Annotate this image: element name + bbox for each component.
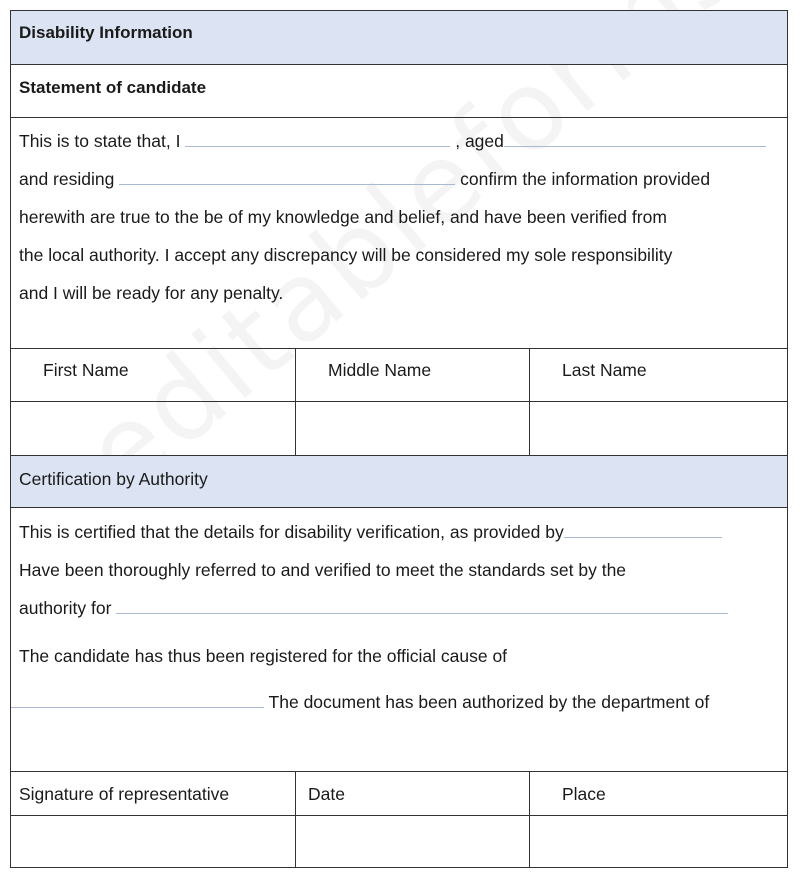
statement-line-2 — [19, 160, 710, 198]
official-cause-field[interactable] — [11, 706, 264, 708]
statement-text: , aged — [455, 131, 504, 151]
statement-section-header — [11, 65, 787, 117]
residence-field[interactable] — [119, 183, 455, 185]
date-input[interactable] — [296, 816, 529, 867]
statement-line-3: herewith are true to the be of my knowledge and belief, and have been verified from — [19, 207, 667, 227]
signature-header: Signature of representative — [19, 784, 230, 804]
certification-text: This is certified that the details for disability verification, as provided by — [19, 522, 564, 542]
age-field[interactable] — [504, 145, 766, 147]
first-name-header: First Name — [43, 360, 129, 380]
provided-by-field[interactable] — [564, 536, 722, 538]
certification-text: The document has been authorized by the department of — [268, 692, 710, 712]
certification-line-5 — [11, 683, 709, 721]
statement-line-1 — [19, 122, 766, 160]
form-title: Disability Information — [19, 23, 193, 42]
date-header: Date — [308, 784, 345, 804]
middle-name-input[interactable] — [296, 402, 529, 455]
certification-section-header — [11, 456, 787, 507]
first-name-input[interactable] — [11, 402, 295, 455]
statement-title: Statement of candidate — [19, 78, 207, 97]
signature-input[interactable] — [11, 816, 295, 867]
certification-text: authority for — [19, 598, 112, 618]
place-input[interactable] — [530, 816, 787, 867]
place-header: Place — [562, 784, 606, 804]
certification-line-2: Have been thoroughly referred to and verified to meet the standards set by the — [19, 560, 627, 580]
statement-text: and residing — [19, 169, 115, 189]
disability-form — [10, 10, 788, 868]
candidate-name-field[interactable] — [185, 145, 450, 147]
certification-line-3 — [19, 589, 728, 627]
statement-line-5: and I will be ready for any penalty. — [19, 283, 284, 303]
authority-field[interactable] — [116, 612, 728, 614]
statement-text: confirm the information provided — [460, 169, 711, 189]
certification-title: Certification by Authority — [19, 469, 208, 489]
middle-name-header: Middle Name — [328, 360, 432, 380]
certification-line-4: The candidate has thus been registered for the official cause of — [19, 646, 508, 666]
last-name-header: Last Name — [562, 360, 647, 380]
statement-text: This is to state that, I — [19, 131, 181, 151]
statement-line-4: the local authority. I accept any discrepancy will be considered my sole responsibility — [19, 245, 673, 265]
certification-line-1 — [19, 513, 722, 551]
last-name-input[interactable] — [530, 402, 787, 455]
form-header — [11, 11, 787, 64]
